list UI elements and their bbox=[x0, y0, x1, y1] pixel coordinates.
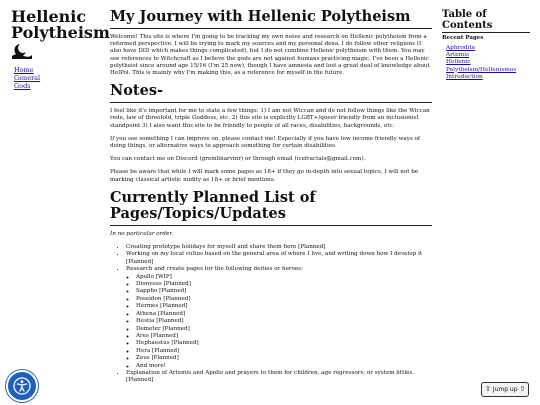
planned-heading: Currently Planned List of Pages/Topics/Updates bbox=[110, 188, 316, 222]
notes-paragraph: If you see something I can improve on, please contact me! Especially if you have low income friendly ways of doing things, or alternative ways to approach something for certain disabilities. bbox=[110, 135, 420, 150]
site-title-line2: Polytheism bbox=[11, 23, 110, 42]
deity-item: ◦ Zeus [Planned] bbox=[136, 355, 432, 362]
toc-link-aphrodite[interactable]: Aphrodite bbox=[446, 45, 476, 51]
toc-link-hellenic-polytheism[interactable]: Hellenic Polytheism/Hellenismos bbox=[446, 59, 517, 73]
deity-item: ◦ Hera [Planned] bbox=[136, 348, 432, 355]
deity-item: ◦ Dionysus [Planned] bbox=[136, 281, 432, 288]
list-item bbox=[126, 266, 432, 370]
toc-list bbox=[446, 45, 530, 81]
deity-item: ◦ Athena [Planned] bbox=[136, 311, 432, 318]
notes-paragraph: You can contact me on Discord (gremlinarvinr) or through email (icefractals@gmail.com). bbox=[110, 156, 366, 163]
deity-item: ◦ Sappho [Planned] bbox=[136, 288, 432, 295]
notes-paragraph: Please be aware that while I will mark some pages as 18+ if they go in-depth into sexual topics, I will not be marking classical artistic nudity as 18+ or brief mentions. bbox=[110, 169, 419, 183]
arrow-up-icon: ⇧ bbox=[485, 385, 491, 393]
deity-item: ◦ Hestia [Planned] bbox=[136, 318, 432, 325]
main-content bbox=[110, 9, 432, 385]
accessibility-icon bbox=[13, 377, 31, 395]
site-title-line1: Hellenic bbox=[11, 7, 87, 26]
notes-divider bbox=[110, 102, 432, 103]
deity-list bbox=[126, 274, 432, 370]
toc-title-line1: Table of bbox=[442, 9, 487, 20]
deity-item: ◦ Apollo [WIP] bbox=[136, 274, 432, 281]
recent-pages-label: Recent Pages bbox=[442, 35, 484, 41]
left-sidebar bbox=[11, 7, 110, 90]
toc-title bbox=[442, 9, 530, 31]
accessibility-button[interactable] bbox=[6, 370, 38, 402]
list-item-text: Research and create pages for the following deities or heroes: bbox=[126, 266, 304, 273]
jump-up-label: Jump up bbox=[492, 386, 518, 393]
title-divider bbox=[110, 28, 432, 29]
list-item: • Explanation of Artemis and Apollo and prayers to them for children, age regressors, or system littles. [Planned] bbox=[126, 370, 432, 385]
jump-up-button[interactable] bbox=[481, 382, 529, 397]
toc-divider bbox=[442, 32, 530, 33]
moon-logo-icon bbox=[11, 43, 99, 59]
page-title: My Journey with Hellenic Polytheism bbox=[110, 8, 411, 25]
deity-item: ◦ Ares [Planned] bbox=[136, 333, 432, 340]
site-nav bbox=[11, 66, 99, 90]
arrow-up-icon: ⇧ bbox=[519, 385, 526, 393]
planned-note: In no particular order. bbox=[110, 230, 174, 237]
deity-item: ◦ And more! bbox=[136, 363, 432, 370]
deity-item: ◦ Demeter [Planned] bbox=[136, 326, 432, 333]
nav-gods-link[interactable]: Gods bbox=[14, 82, 31, 90]
deity-item: ◦ Hermes [Planned] bbox=[136, 303, 432, 310]
toc-link-introduction[interactable]: Introduction bbox=[446, 73, 483, 80]
planned-divider bbox=[110, 225, 432, 226]
site-title bbox=[11, 7, 110, 42]
nav-general-link[interactable]: General bbox=[14, 74, 41, 82]
intro-paragraph: Welcome! This site is where I'm going to be tracking my own notes and research on Hellenic polytheism from a reformed perspective. I will be trying to mark my sources and my personal doxa. I do follow other religions (I also have DID which makes things complicated), but I do not combine Hellenic polytheism with them. You may see references to Witchcraft as I believe the gods are not against humans practicing magic. I've been a Hellenic polytheist since around age 15/16 (I'm 25 now), though I have amnesia and lost a great deal of knowledge about HelPol. This is mainly why I'm making this, as a reference for myself in the future. bbox=[110, 34, 430, 77]
list-item: • Creating prototype holidays for myself and share them here [Planned] bbox=[126, 244, 432, 251]
toc-sidebar bbox=[442, 9, 530, 81]
list-item: • Working on my local cultus based on the general area of where I live, and writing down how I develop it [Planned] bbox=[126, 251, 432, 266]
nav-home-link[interactable]: Home bbox=[14, 66, 34, 74]
notes-heading: Notes- bbox=[110, 82, 164, 100]
toc-title-line2: Contents bbox=[442, 20, 493, 31]
deity-item: ◦ Poseidon [Planned] bbox=[136, 296, 432, 303]
deity-item: ◦ Hephaestus [Planned] bbox=[136, 340, 432, 347]
notes-paragraph: I feel like it's important for me to state a few things: 1) I am not Wiccan and do not follow things like the Wiccan rede, law of threefold, triple Goddess, etc. 2) this site is explicitly LGBT+/queer friendly from an inclusionist standpoint 3) I also want this site to be friendly to people of all races, disabilities, backgrounds, etc. bbox=[110, 108, 430, 129]
toc-link-artemis[interactable]: Artemis bbox=[446, 52, 470, 59]
planned-list bbox=[110, 244, 432, 385]
